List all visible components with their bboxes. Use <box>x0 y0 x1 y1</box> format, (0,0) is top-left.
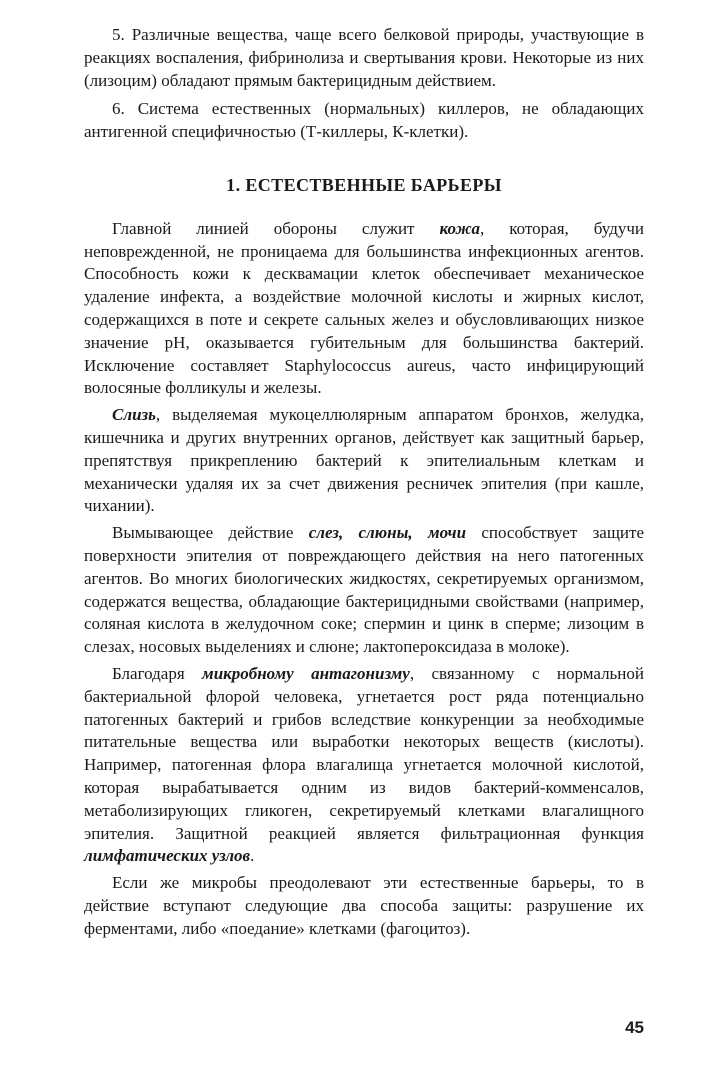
section-heading: 1. ЕСТЕСТВЕННЫЕ БАРЬЕРЫ <box>226 174 502 195</box>
page-content <box>84 24 644 944</box>
key-term-skin: кожа <box>439 218 481 238</box>
key-term-mucus: Слизь <box>112 405 156 425</box>
paragraph-text: , выделяемая мукоцеллюлярным аппаратом бронхов, желудка, кишечника и других внутренних органов, действует как защитный барьер, препятствуя прикреплению бактерий к эпителиальным клеткам и механически удаляя их за счет движения ресничек эпителия (при кашле, чихании). <box>84 405 644 516</box>
paragraph-mucus <box>84 404 644 518</box>
paragraph-fluids <box>84 522 644 659</box>
key-term-lymph-nodes: лимфатических узлов <box>84 846 251 866</box>
paragraph-defense: Если же микробы преодолевают эти естественные барьеры, то в действие вступают следующие два способа защиты: разрушение их ферментами, либо «поедание» клетками (фагоцитоз). <box>84 873 644 938</box>
paragraph-text: Вымывающее действие <box>112 523 309 543</box>
page-number: 45 <box>625 1018 644 1037</box>
list-item-5: 5. Различные вещества, чаще всего белковой природы, участвующие в реакциях воспаления, фибринолиза и свертывания крови. Некоторые из них (лизоцим) обладают прямым бактерицидным действием. <box>84 25 644 90</box>
paragraph-text: способствует защите поверхности эпителия от повреждающего действия на него патогенных агентов. Во многих биологических жидкостях, секретируемых организмом, содержатся вещества, обладающие бактерицидными свойствами (например, соляная кислота в желудочном соке; спермин и цинк в сперме; лизоцим в слезах, носовых выделениях и слюне; лактопероксидаза в молоке). <box>84 523 645 657</box>
paragraph-text: Благодаря <box>112 663 203 683</box>
key-term-fluids: слез, слюны, мочи <box>308 523 467 543</box>
paragraph-text: Главной линией обороны служит <box>112 218 440 238</box>
list-item-6: 6. Система естественных (нормальных) киллеров, не обладающих антигенной специфичностью (Т-киллеры, К-клетки). <box>84 99 644 142</box>
paragraph-text: . <box>250 846 255 866</box>
paragraph-antagonism <box>84 663 644 868</box>
key-term-antagonism: микробному антагонизму <box>202 663 410 683</box>
paragraph-text: , которая, будучи неповрежденной, не проницаема для большинства инфекционных агентов. Способность кожи к десквамации клеток обеспечивает механическое удаление инфекта, а воздействие молочной кислоты и жирных кислот, содержащихся в поте и секрете сальных желез и обусловливающих низкое значение pH, оказывается губительным для большинства бактерий. Исключение составляет Staphylococcus aureus, часто инфицирующий волосяные фолликулы и железы. <box>84 218 644 398</box>
paragraph-skin <box>84 218 644 400</box>
paragraph-text: , связанному с нормальной бактериальной флорой человека, угнетается рост ряда потенциально патогенных бактерий и грибов вследствие конкуренции за необходимые питательные вещества или выработки некоторых веществ (кислоты). Например, патогенная флора влагалища угнетается молочной кислотой, которая вырабатывается одним из видов бактерий-комменсалов, метаболизирующих гликоген, секретируемый клетками влагалищного эпителия. Защитной реакцией является фильтрационная функция <box>84 663 645 843</box>
